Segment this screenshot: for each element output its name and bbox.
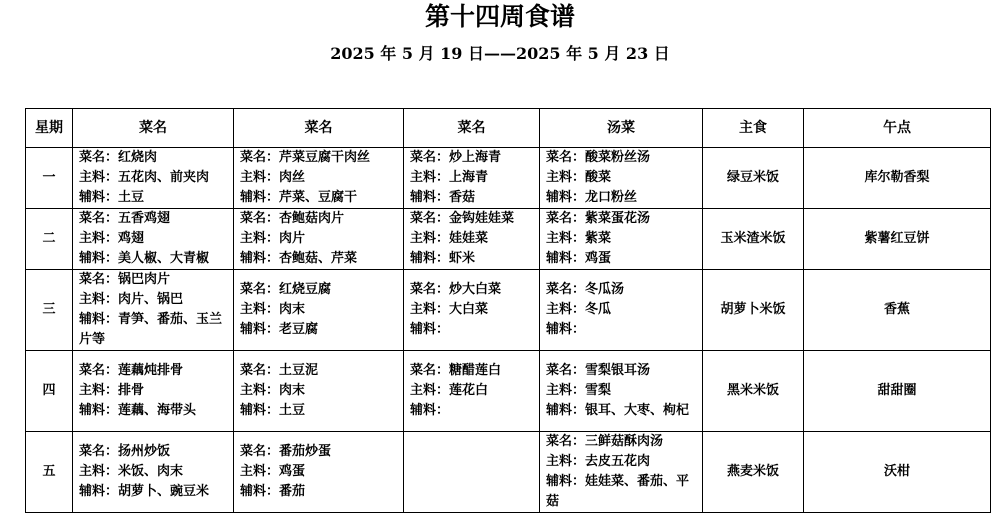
- dish-3-cell: [404, 270, 540, 351]
- soup-main: 主料：去皮五花肉: [546, 454, 651, 469]
- dish-main: 主料：鸡蛋: [240, 464, 306, 479]
- soup-main: 主料：酸菜: [546, 170, 612, 185]
- dish-3-cell: [404, 432, 540, 513]
- dish-aux: 辅料：: [410, 403, 450, 418]
- dish-aux: 辅料：莲藕、海带头: [79, 403, 197, 418]
- soup-name: 菜名：紫菜蛋花汤: [546, 211, 651, 226]
- dish-name: 菜名：炒大白菜: [410, 282, 502, 297]
- dish-main: 主料：鸡翅: [79, 231, 145, 246]
- dish-aux: 辅料：土豆: [79, 190, 145, 205]
- dish-2-cell: [234, 270, 404, 351]
- staple-cell: 绿豆米饭: [703, 148, 804, 209]
- dish-main: 主料：肉末: [240, 302, 306, 317]
- soup-cell: [540, 270, 703, 351]
- soup-aux: 辅料：银耳、大枣、枸杞: [546, 403, 690, 418]
- soup-cell: [540, 209, 703, 270]
- dish-name: 菜名：番茄炒蛋: [240, 444, 332, 459]
- snack-cell: 紫薯红豆饼: [804, 209, 991, 270]
- dish-main: 主料：肉丝: [240, 170, 306, 185]
- soup-cell: [540, 148, 703, 209]
- table-header-row: [26, 109, 991, 148]
- staple-cell: 胡萝卜米饭: [703, 270, 804, 351]
- dish-3-cell: [404, 209, 540, 270]
- snack-cell: 香蕉: [804, 270, 991, 351]
- staple-cell: 玉米渣米饭: [703, 209, 804, 270]
- snack-cell: 库尔勒香梨: [804, 148, 991, 209]
- day-cell: 三: [26, 270, 73, 351]
- dish-main: 主料：莲花白: [410, 383, 489, 398]
- header-day: 星期: [26, 109, 73, 148]
- dish-2-cell: [234, 351, 404, 432]
- soup-main: 主料：紫菜: [546, 231, 612, 246]
- staple-cell: 燕麦米饭: [703, 432, 804, 513]
- dish-name: 菜名：扬州炒饭: [79, 444, 171, 459]
- dish-aux: 辅料：香菇: [410, 190, 476, 205]
- soup-name: 菜名：雪梨银耳汤: [546, 363, 651, 378]
- dish-1-cell: [73, 351, 234, 432]
- dish-1-cell: [73, 148, 234, 209]
- dish-2-cell: [234, 148, 404, 209]
- soup-aux: 辅料：鸡蛋: [546, 251, 612, 266]
- dish-main: 主料：米饭、肉末: [79, 464, 184, 479]
- soup-name: 菜名：酸菜粉丝汤: [546, 150, 651, 165]
- header-snack: 午点: [804, 109, 991, 148]
- dish-aux: 辅料：青笋、番茄、玉兰片等: [79, 312, 223, 347]
- dish-name: 菜名：金钩娃娃菜: [410, 211, 515, 226]
- dish-1-cell: [73, 432, 234, 513]
- dish-main: 主料：五花肉、前夹肉: [79, 170, 210, 185]
- dish-1-cell: [73, 270, 234, 351]
- dish-main: 主料：上海青: [410, 170, 489, 185]
- soup-aux: 辅料：: [546, 322, 586, 337]
- day-cell: 一: [26, 148, 73, 209]
- header-dish-1: 菜名: [73, 109, 234, 148]
- header-dish-2: 菜名: [234, 109, 404, 148]
- dish-name: 菜名：莲藕炖排骨: [79, 363, 184, 378]
- dish-1-cell: [73, 209, 234, 270]
- dish-name: 菜名：芹菜豆腐干肉丝: [240, 150, 371, 165]
- dish-main: 主料：肉末: [240, 383, 306, 398]
- dish-aux: 辅料：番茄: [240, 484, 306, 499]
- soup-main: 主料：冬瓜: [546, 302, 612, 317]
- snack-cell: 沃柑: [804, 432, 991, 513]
- dish-3-cell: [404, 148, 540, 209]
- dish-name: 菜名：炒上海青: [410, 150, 502, 165]
- header-soup: 汤菜: [540, 109, 703, 148]
- soup-aux: 辅料：娃娃菜、番茄、平菇: [546, 474, 690, 509]
- day-cell: 二: [26, 209, 73, 270]
- dish-aux: 辅料：芹菜、豆腐干: [240, 190, 358, 205]
- dish-main: 主料：大白菜: [410, 302, 489, 317]
- table-row: [26, 432, 991, 513]
- dish-name: 菜名：土豆泥: [240, 363, 319, 378]
- soup-name: 菜名：冬瓜汤: [546, 282, 625, 297]
- page-title: 第十四周食谱: [424, 2, 575, 31]
- menu-table: [25, 108, 991, 513]
- header-staple: 主食: [703, 109, 804, 148]
- table-row: [26, 148, 991, 209]
- table-row: [26, 209, 991, 270]
- dish-main: 主料：娃娃菜: [410, 231, 489, 246]
- dish-name: 菜名：锅巴肉片: [79, 272, 171, 287]
- dish-2-cell: [234, 432, 404, 513]
- dish-name: 菜名：红烧豆腐: [240, 282, 332, 297]
- soup-cell: [540, 432, 703, 513]
- dish-aux: 辅料：虾米: [410, 251, 476, 266]
- table-row: [26, 270, 991, 351]
- dish-name: 菜名：五香鸡翅: [79, 211, 171, 226]
- day-cell: 五: [26, 432, 73, 513]
- staple-cell: 黑米米饭: [703, 351, 804, 432]
- dish-2-cell: [234, 209, 404, 270]
- dish-name: 菜名：红烧肉: [79, 150, 158, 165]
- header-dish-3: 菜名: [404, 109, 540, 148]
- dish-aux: 辅料：: [410, 322, 450, 337]
- dish-main: 主料：肉片: [240, 231, 306, 246]
- dish-name: 菜名：糖醋莲白: [410, 363, 502, 378]
- dish-3-cell: [404, 351, 540, 432]
- dish-aux: 辅料：杏鲍菇、芹菜: [240, 251, 358, 266]
- dish-aux: 辅料：胡萝卜、豌豆米: [79, 484, 210, 499]
- dish-main: 主料：肉片、锅巴: [79, 292, 184, 307]
- soup-aux: 辅料：龙口粉丝: [546, 190, 638, 205]
- soup-name: 菜名：三鲜菇酥肉汤: [546, 434, 664, 449]
- dish-name: 菜名：杏鲍菇肉片: [240, 211, 345, 226]
- dish-aux: 辅料：土豆: [240, 403, 306, 418]
- day-cell: 四: [26, 351, 73, 432]
- dish-main: 主料：排骨: [79, 383, 145, 398]
- snack-cell: 甜甜圈: [804, 351, 991, 432]
- dish-aux: 辅料：美人椒、大青椒: [79, 251, 210, 266]
- table-row: [26, 351, 991, 432]
- dish-aux: 辅料：老豆腐: [240, 322, 319, 337]
- soup-main: 主料：雪梨: [546, 383, 612, 398]
- date-range: 2025 年 5 月 19 日——2025 年 5 月 23 日: [330, 44, 670, 63]
- soup-cell: [540, 351, 703, 432]
